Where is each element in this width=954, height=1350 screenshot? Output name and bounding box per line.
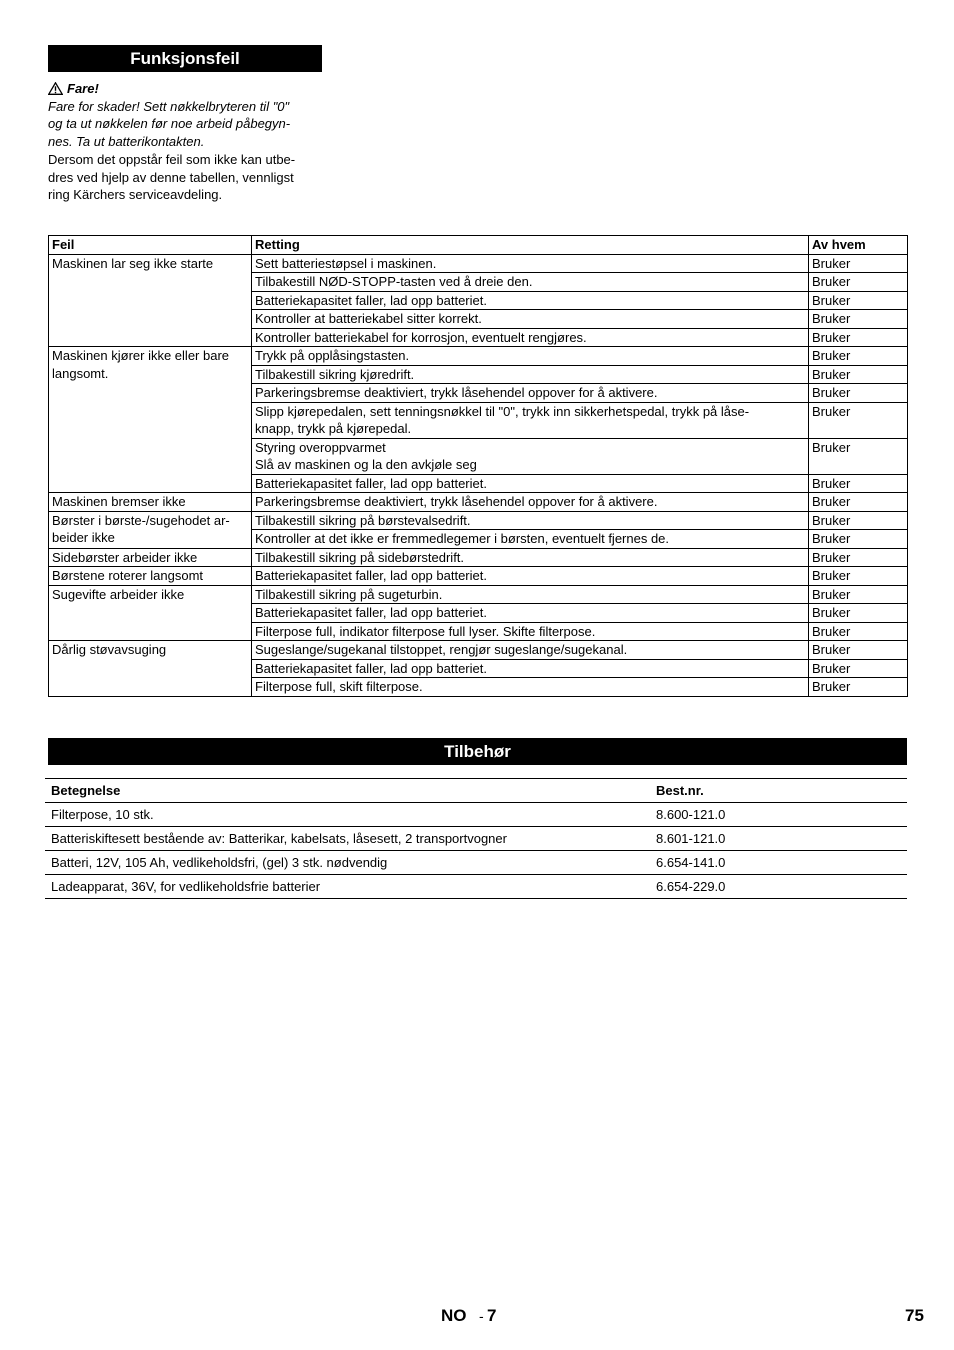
fix-cell: Batteriekapasitet faller, lad opp batteriet. bbox=[252, 659, 809, 678]
fix-cell: Filterpose full, indikator filterpose full lyser. Skifte filterpose. bbox=[252, 622, 809, 641]
table-row bbox=[45, 851, 907, 875]
table-row bbox=[45, 875, 907, 899]
accessories-table bbox=[45, 778, 907, 899]
header-fault: Feil bbox=[49, 236, 252, 255]
fix-cell bbox=[252, 402, 809, 438]
warning-text-line: Fare for skader! Sett nøkkelbryteren til "0" bbox=[48, 98, 290, 114]
warning-label: Fare! bbox=[67, 81, 99, 96]
fault-table bbox=[48, 235, 908, 697]
warning-block bbox=[48, 78, 326, 204]
fault-cell: Maskinen lar seg ikke starte bbox=[49, 254, 252, 347]
fix-cell: Batteriekapasitet faller, lad opp batteriet. bbox=[252, 291, 809, 310]
fix-cell: Tilbakestill sikring på sugeturbin. bbox=[252, 585, 809, 604]
who-cell: Bruker bbox=[809, 474, 908, 493]
who-cell: Bruker bbox=[809, 402, 908, 438]
fault-cell: Maskinen bremser ikke bbox=[49, 493, 252, 512]
fault-text-line: Børster i børste-/sugehodet ar- bbox=[52, 512, 230, 528]
who-cell: Bruker bbox=[809, 365, 908, 384]
table-row bbox=[49, 254, 908, 273]
footer-language: NO bbox=[441, 1306, 467, 1325]
page-number: 75 bbox=[905, 1306, 924, 1325]
table-header-row bbox=[49, 236, 908, 255]
header-partno: Best.nr. bbox=[650, 779, 907, 803]
fix-text-line: knapp, trykk på kjørepedal. bbox=[255, 421, 412, 436]
header-fix: Retting bbox=[252, 236, 809, 255]
fix-text-line: Slå av maskinen og la den avkjøle seg bbox=[255, 457, 477, 472]
who-cell: Bruker bbox=[809, 511, 908, 530]
accessory-partno: 8.600-121.0 bbox=[650, 803, 907, 827]
accessory-name: Ladeapparat, 36V, for vedlikeholdsfrie batterier bbox=[45, 875, 650, 899]
fault-text-line: Maskinen kjører ikke eller bare bbox=[52, 348, 230, 363]
header-who: Av hvem bbox=[809, 236, 908, 255]
intro-text-line: Dersom det oppstår feil som ikke kan utbe- bbox=[48, 151, 296, 167]
accessory-name: Filterpose, 10 stk. bbox=[45, 803, 650, 827]
who-cell: Bruker bbox=[809, 384, 908, 403]
warning-text-line: nes. Ta ut batterikontakten. bbox=[48, 134, 205, 150]
intro-text-line: dres ved hjelp av denne tabellen, vennligst bbox=[48, 169, 294, 185]
fix-cell: Kontroller at batteriekabel sitter korrekt. bbox=[252, 310, 809, 329]
fix-text-line: Slipp kjørepedalen, sett tenningsnøkkel til "0", trykk inn sikkerhetspedal, trykk på låse- bbox=[255, 403, 750, 419]
accessory-partno: 6.654-229.0 bbox=[650, 875, 907, 899]
who-cell: Bruker bbox=[809, 438, 908, 474]
table-row bbox=[45, 803, 907, 827]
fix-cell: Parkeringsbremse deaktiviert, trykk låsehendel oppover for å aktivere. bbox=[252, 384, 809, 403]
who-cell: Bruker bbox=[809, 585, 908, 604]
accessory-partno: 6.654-141.0 bbox=[650, 851, 907, 875]
accessory-name: Batteri, 12V, 105 Ah, vedlikeholdsfri, (gel) 3 stk. nødvendig bbox=[45, 851, 650, 875]
footer-section-page: 7 bbox=[487, 1306, 497, 1325]
fix-cell: Parkeringsbremse deaktiviert, trykk låsehendel oppover for å aktivere. bbox=[252, 493, 809, 512]
who-cell: Bruker bbox=[809, 567, 908, 586]
table-row bbox=[49, 347, 908, 366]
warning-heading bbox=[48, 80, 326, 98]
fix-cell: Batteriekapasitet faller, lad opp batteriet. bbox=[252, 474, 809, 493]
who-cell: Bruker bbox=[809, 328, 908, 347]
header-name: Betegnelse bbox=[45, 779, 650, 803]
who-cell: Bruker bbox=[809, 604, 908, 623]
fix-cell: Tilbakestill sikring på sidebørstedrift. bbox=[252, 548, 809, 567]
table-row bbox=[49, 641, 908, 660]
who-cell: Bruker bbox=[809, 641, 908, 660]
fault-cell: Børstene roterer langsomt bbox=[49, 567, 252, 586]
fix-cell: Sett batteriestøpsel i maskinen. bbox=[252, 254, 809, 273]
fix-cell: Tilbakestill NØD-STOPP-tasten ved å dreie den. bbox=[252, 273, 809, 292]
table-row bbox=[49, 511, 908, 530]
fault-text-line: langsomt. bbox=[52, 365, 109, 381]
accessory-partno: 8.601-121.0 bbox=[650, 827, 907, 851]
warning-triangle-icon bbox=[48, 82, 63, 95]
fault-cell bbox=[49, 347, 252, 493]
who-cell: Bruker bbox=[809, 493, 908, 512]
fix-cell: Batteriekapasitet faller, lad opp batteriet. bbox=[252, 567, 809, 586]
fix-cell: Kontroller at det ikke er fremmedlegemer i børsten, eventuelt fjernes de. bbox=[252, 530, 809, 549]
accessory-name: Batteriskiftesett bestående av: Batterikar, kabelsats, låsesett, 2 transportvogner bbox=[45, 827, 650, 851]
who-cell: Bruker bbox=[809, 622, 908, 641]
who-cell: Bruker bbox=[809, 310, 908, 329]
fault-cell: Sidebørster arbeider ikke bbox=[49, 548, 252, 567]
fix-cell: Tilbakestill sikring kjøredrift. bbox=[252, 365, 809, 384]
footer-separator: - bbox=[479, 1308, 484, 1324]
fault-cell: Sugevifte arbeider ikke bbox=[49, 585, 252, 641]
who-cell: Bruker bbox=[809, 530, 908, 549]
fix-cell: Sugeslange/sugekanal tilstoppet, rengjør sugeslange/sugekanal. bbox=[252, 641, 809, 660]
who-cell: Bruker bbox=[809, 273, 908, 292]
who-cell: Bruker bbox=[809, 678, 908, 697]
who-cell: Bruker bbox=[809, 291, 908, 310]
who-cell: Bruker bbox=[809, 254, 908, 273]
section-title-funksjonsfeil: Funksjonsfeil bbox=[48, 45, 322, 72]
fix-cell: Trykk på opplåsingstasten. bbox=[252, 347, 809, 366]
intro-text-line: ring Kärchers serviceavdeling. bbox=[48, 187, 223, 203]
table-header-row bbox=[45, 779, 907, 803]
table-row bbox=[45, 827, 907, 851]
fix-cell: Kontroller batteriekabel for korrosjon, eventuelt rengjøres. bbox=[252, 328, 809, 347]
fault-cell: Dårlig støvavsuging bbox=[49, 641, 252, 697]
fault-text-line: beider ikke bbox=[52, 530, 115, 545]
fix-cell: Filterpose full, skift filterpose. bbox=[252, 678, 809, 697]
fix-cell bbox=[252, 438, 809, 474]
table-row bbox=[49, 493, 908, 512]
who-cell: Bruker bbox=[809, 659, 908, 678]
section-title-tilbehor: Tilbehør bbox=[48, 738, 907, 765]
table-row bbox=[49, 585, 908, 604]
fault-cell bbox=[49, 511, 252, 548]
who-cell: Bruker bbox=[809, 548, 908, 567]
warning-text-line: og ta ut nøkkelen før noe arbeid påbegyn- bbox=[48, 116, 291, 132]
fix-cell: Tilbakestill sikring på børstevalsedrift. bbox=[252, 511, 809, 530]
table-row bbox=[49, 548, 908, 567]
fix-text-line: Styring overoppvarmet bbox=[255, 439, 386, 455]
who-cell: Bruker bbox=[809, 347, 908, 366]
fix-cell: Batteriekapasitet faller, lad opp batteriet. bbox=[252, 604, 809, 623]
table-row bbox=[49, 567, 908, 586]
